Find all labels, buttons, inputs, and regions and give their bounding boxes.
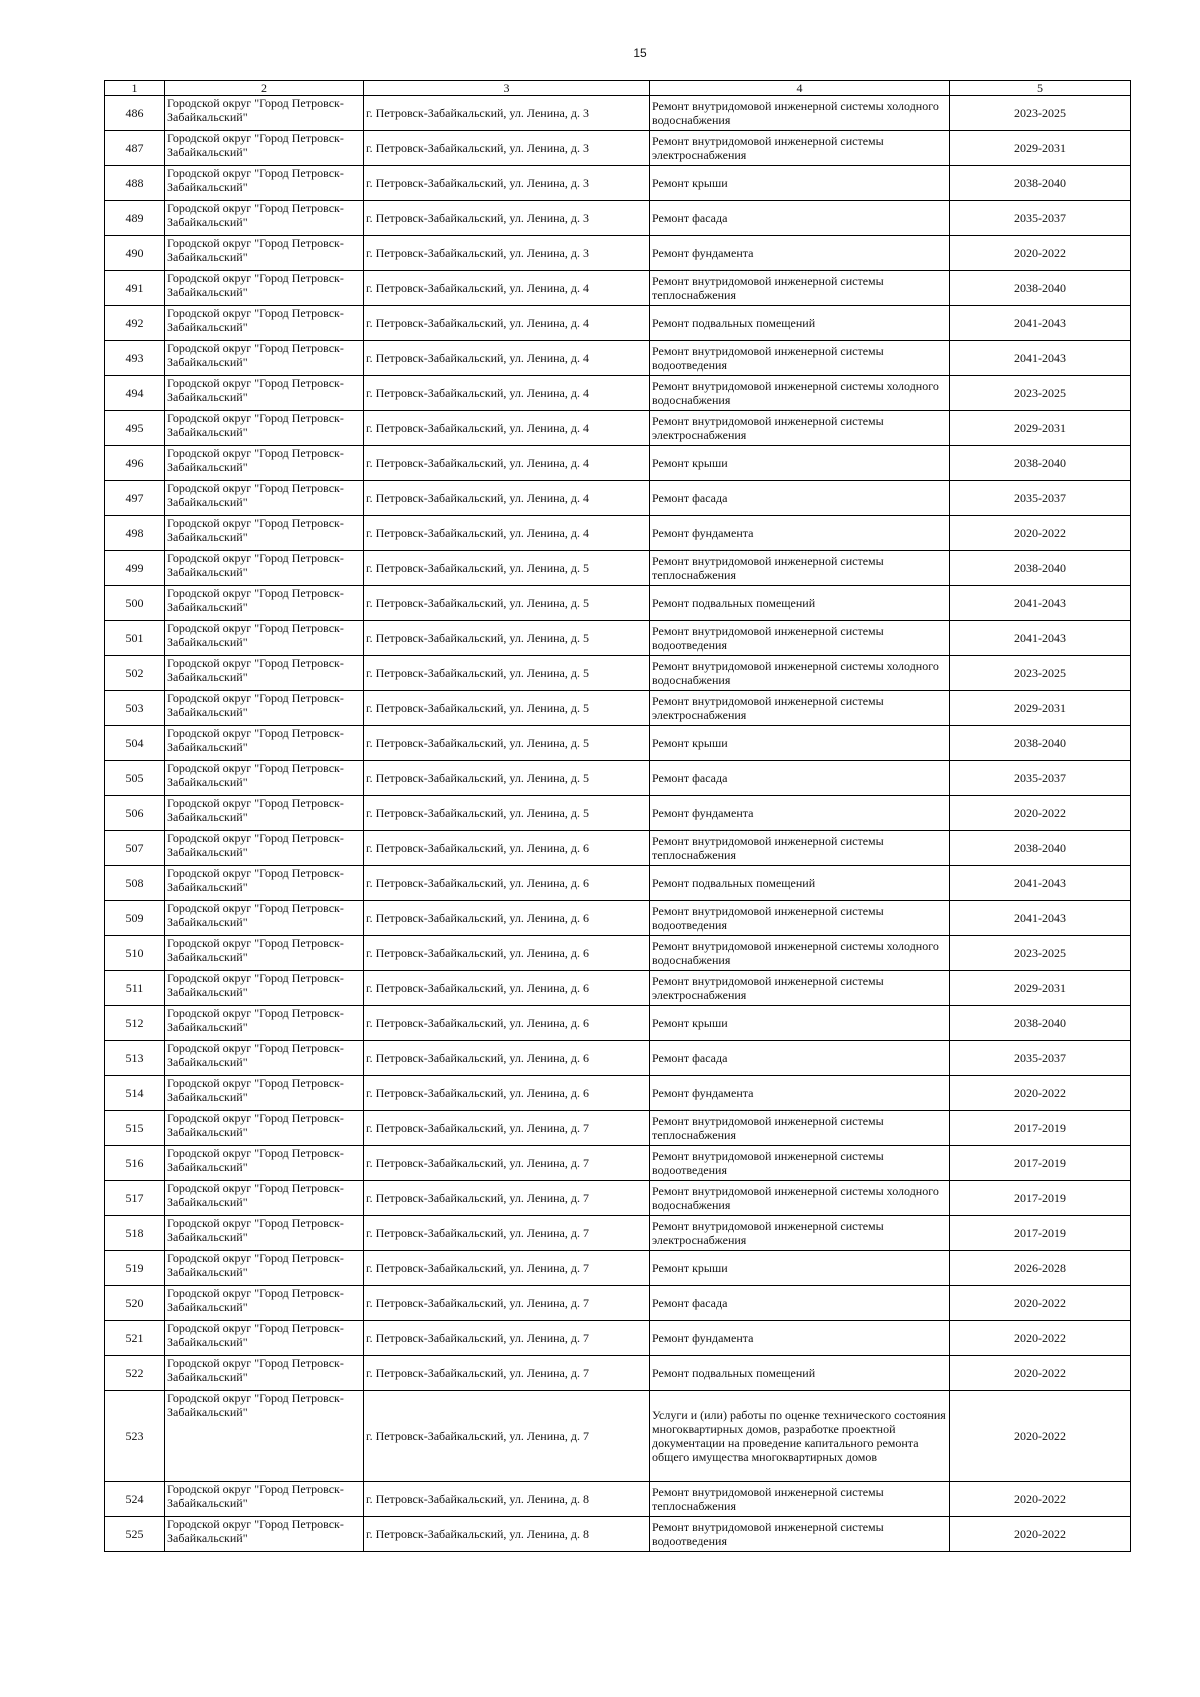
work-type-cell: Ремонт внутридомовой инженерной системы электроснабжения [650, 971, 950, 1006]
row-number-cell: 524 [105, 1482, 165, 1517]
address-cell: г. Петровск-Забайкальский, ул. Ленина, д. 5 [364, 656, 650, 691]
row-number-cell: 506 [105, 796, 165, 831]
work-type-cell: Ремонт фасада [650, 761, 950, 796]
table-row [105, 1146, 1131, 1181]
table-row [105, 1517, 1131, 1552]
table-row [105, 1321, 1131, 1356]
period-cell: 2041-2043 [950, 586, 1131, 621]
work-type-cell: Услуги и (или) работы по оценке технического состояния многоквартирных домов, разработке проектной документации на проведение капитального ремонта общего имущества многоквартирных домов [650, 1391, 950, 1482]
period-cell: 2020-2022 [950, 1482, 1131, 1517]
page-number: 15 [633, 46, 647, 60]
period-cell: 2038-2040 [950, 166, 1131, 201]
row-number-cell: 500 [105, 586, 165, 621]
table-row [105, 1482, 1131, 1517]
period-cell: 2041-2043 [950, 341, 1131, 376]
period-cell: 2035-2037 [950, 1041, 1131, 1076]
period-cell: 2023-2025 [950, 96, 1131, 131]
period-cell: 2038-2040 [950, 551, 1131, 586]
table-row [105, 516, 1131, 551]
work-type-cell: Ремонт внутридомовой инженерной системы теплоснабжения [650, 1482, 950, 1517]
row-number-cell: 515 [105, 1111, 165, 1146]
address-cell: г. Петровск-Забайкальский, ул. Ленина, д. 4 [364, 376, 650, 411]
table-row [105, 131, 1131, 166]
period-cell: 2017-2019 [950, 1111, 1131, 1146]
work-type-cell: Ремонт подвальных помещений [650, 306, 950, 341]
period-cell: 2020-2022 [950, 1286, 1131, 1321]
period-cell: 2038-2040 [950, 1006, 1131, 1041]
work-type-cell: Ремонт крыши [650, 446, 950, 481]
row-number-cell: 499 [105, 551, 165, 586]
address-cell: г. Петровск-Забайкальский, ул. Ленина, д. 7 [364, 1111, 650, 1146]
work-type-cell: Ремонт крыши [650, 1251, 950, 1286]
work-type-cell: Ремонт фундамента [650, 516, 950, 551]
municipality-cell: Городской округ "Город Петровск-Забайкальский" [165, 131, 364, 166]
row-number-cell: 502 [105, 656, 165, 691]
address-cell: г. Петровск-Забайкальский, ул. Ленина, д. 4 [364, 306, 650, 341]
address-cell: г. Петровск-Забайкальский, ул. Ленина, д. 4 [364, 516, 650, 551]
address-cell: г. Петровск-Забайкальский, ул. Ленина, д. 5 [364, 726, 650, 761]
row-number-cell: 518 [105, 1216, 165, 1251]
row-number-cell: 487 [105, 131, 165, 166]
table-row [105, 726, 1131, 761]
municipality-cell: Городской округ "Город Петровск-Забайкальский" [165, 446, 364, 481]
row-number-cell: 495 [105, 411, 165, 446]
work-type-cell: Ремонт внутридомовой инженерной системы холодного водоснабжения [650, 656, 950, 691]
table-body [105, 96, 1131, 1552]
work-type-cell: Ремонт фундамента [650, 236, 950, 271]
period-cell: 2041-2043 [950, 901, 1131, 936]
municipality-cell: Городской округ "Город Петровск-Забайкальский" [165, 621, 364, 656]
address-cell: г. Петровск-Забайкальский, ул. Ленина, д. 5 [364, 761, 650, 796]
period-cell: 2029-2031 [950, 411, 1131, 446]
municipality-cell: Городской округ "Город Петровск-Забайкальский" [165, 656, 364, 691]
municipality-cell: Городской округ "Город Петровск-Забайкальский" [165, 1041, 364, 1076]
address-cell: г. Петровск-Забайкальский, ул. Ленина, д. 7 [364, 1146, 650, 1181]
row-number-cell: 517 [105, 1181, 165, 1216]
table-row [105, 1391, 1131, 1482]
row-number-cell: 498 [105, 516, 165, 551]
period-cell: 2020-2022 [950, 236, 1131, 271]
table-row [105, 481, 1131, 516]
period-cell: 2035-2037 [950, 201, 1131, 236]
row-number-cell: 497 [105, 481, 165, 516]
row-number-cell: 490 [105, 236, 165, 271]
table-row [105, 831, 1131, 866]
work-type-cell: Ремонт подвальных помещений [650, 586, 950, 621]
work-type-cell: Ремонт внутридомовой инженерной системы водоотведения [650, 1146, 950, 1181]
work-type-cell: Ремонт внутридомовой инженерной системы водоотведения [650, 1517, 950, 1552]
row-number-cell: 493 [105, 341, 165, 376]
work-type-cell: Ремонт подвальных помещений [650, 866, 950, 901]
municipality-cell: Городской округ "Город Петровск-Забайкальский" [165, 516, 364, 551]
work-type-cell: Ремонт внутридомовой инженерной системы электроснабжения [650, 411, 950, 446]
period-cell: 2020-2022 [950, 1517, 1131, 1552]
period-cell: 2041-2043 [950, 306, 1131, 341]
row-number-cell: 525 [105, 1517, 165, 1552]
period-cell: 2023-2025 [950, 936, 1131, 971]
row-number-cell: 513 [105, 1041, 165, 1076]
column-header: 4 [650, 81, 950, 96]
work-type-cell: Ремонт фундамента [650, 1076, 950, 1111]
period-cell: 2029-2031 [950, 131, 1131, 166]
municipality-cell: Городской округ "Город Петровск-Забайкальский" [165, 1146, 364, 1181]
municipality-cell: Городской округ "Город Петровск-Забайкальский" [165, 971, 364, 1006]
table-row [105, 271, 1131, 306]
period-cell: 2020-2022 [950, 1356, 1131, 1391]
municipality-cell: Городской округ "Город Петровск-Забайкальский" [165, 936, 364, 971]
address-cell: г. Петровск-Забайкальский, ул. Ленина, д. 4 [364, 271, 650, 306]
address-cell: г. Петровск-Забайкальский, ул. Ленина, д. 6 [364, 971, 650, 1006]
period-cell: 2038-2040 [950, 726, 1131, 761]
period-cell: 2038-2040 [950, 446, 1131, 481]
address-cell: г. Петровск-Забайкальский, ул. Ленина, д. 6 [364, 866, 650, 901]
work-type-cell: Ремонт внутридомовой инженерной системы электроснабжения [650, 691, 950, 726]
work-type-cell: Ремонт внутридомовой инженерной системы холодного водоснабжения [650, 96, 950, 131]
municipality-cell: Городской округ "Город Петровск-Забайкальский" [165, 481, 364, 516]
municipality-cell: Городской округ "Город Петровск-Забайкальский" [165, 901, 364, 936]
row-number-cell: 501 [105, 621, 165, 656]
row-number-cell: 516 [105, 1146, 165, 1181]
address-cell: г. Петровск-Забайкальский, ул. Ленина, д. 4 [364, 411, 650, 446]
municipality-cell: Городской округ "Город Петровск-Забайкальский" [165, 1006, 364, 1041]
table-row [105, 971, 1131, 1006]
address-cell: г. Петровск-Забайкальский, ул. Ленина, д. 5 [364, 621, 650, 656]
row-number-cell: 509 [105, 901, 165, 936]
municipality-cell: Городской округ "Город Петровск-Забайкальский" [165, 376, 364, 411]
address-cell: г. Петровск-Забайкальский, ул. Ленина, д. 4 [364, 446, 650, 481]
address-cell: г. Петровск-Забайкальский, ул. Ленина, д. 7 [364, 1216, 650, 1251]
table-row [105, 656, 1131, 691]
row-number-cell: 512 [105, 1006, 165, 1041]
column-number-header-row [105, 81, 1131, 96]
municipality-cell: Городской округ "Город Петровск-Забайкальский" [165, 1181, 364, 1216]
work-type-cell: Ремонт внутридомовой инженерной системы электроснабжения [650, 131, 950, 166]
address-cell: г. Петровск-Забайкальский, ул. Ленина, д. 7 [364, 1321, 650, 1356]
row-number-cell: 520 [105, 1286, 165, 1321]
table-row [105, 586, 1131, 621]
table-row [105, 621, 1131, 656]
municipality-cell: Городской округ "Город Петровск-Забайкальский" [165, 166, 364, 201]
municipality-cell: Городской округ "Город Петровск-Забайкальский" [165, 1356, 364, 1391]
address-cell: г. Петровск-Забайкальский, ул. Ленина, д. 4 [364, 481, 650, 516]
row-number-cell: 492 [105, 306, 165, 341]
work-type-cell: Ремонт внутридомовой инженерной системы теплоснабжения [650, 551, 950, 586]
table-row [105, 1076, 1131, 1111]
address-cell: г. Петровск-Забайкальский, ул. Ленина, д. 7 [364, 1181, 650, 1216]
table-row [105, 446, 1131, 481]
address-cell: г. Петровск-Забайкальский, ул. Ленина, д. 7 [364, 1251, 650, 1286]
address-cell: г. Петровск-Забайкальский, ул. Ленина, д. 4 [364, 341, 650, 376]
address-cell: г. Петровск-Забайкальский, ул. Ленина, д. 5 [364, 691, 650, 726]
work-type-cell: Ремонт фундамента [650, 796, 950, 831]
municipality-cell: Городской округ "Город Петровск-Забайкальский" [165, 1321, 364, 1356]
address-cell: г. Петровск-Забайкальский, ул. Ленина, д. 3 [364, 201, 650, 236]
row-number-cell: 505 [105, 761, 165, 796]
work-type-cell: Ремонт внутридомовой инженерной системы холодного водоснабжения [650, 376, 950, 411]
row-number-cell: 488 [105, 166, 165, 201]
address-cell: г. Петровск-Забайкальский, ул. Ленина, д. 6 [364, 901, 650, 936]
table-row [105, 901, 1131, 936]
address-cell: г. Петровск-Забайкальский, ул. Ленина, д. 7 [364, 1356, 650, 1391]
column-header: 3 [364, 81, 650, 96]
municipality-cell: Городской округ "Город Петровск-Забайкальский" [165, 726, 364, 761]
row-number-cell: 503 [105, 691, 165, 726]
table-row [105, 691, 1131, 726]
municipality-cell: Городской округ "Город Петровск-Забайкальский" [165, 831, 364, 866]
table-row [105, 1111, 1131, 1146]
column-header: 1 [105, 81, 165, 96]
row-number-cell: 507 [105, 831, 165, 866]
municipality-cell: Городской округ "Город Петровск-Забайкальский" [165, 1076, 364, 1111]
work-type-cell: Ремонт внутридомовой инженерной системы водоотведения [650, 901, 950, 936]
work-type-cell: Ремонт фасада [650, 481, 950, 516]
municipality-cell: Городской округ "Город Петровск-Забайкальский" [165, 761, 364, 796]
work-type-cell: Ремонт фасада [650, 201, 950, 236]
column-header: 2 [165, 81, 364, 96]
row-number-cell: 510 [105, 936, 165, 971]
period-cell: 2029-2031 [950, 971, 1131, 1006]
row-number-cell: 489 [105, 201, 165, 236]
address-cell: г. Петровск-Забайкальский, ул. Ленина, д. 3 [364, 166, 650, 201]
address-cell: г. Петровск-Забайкальский, ул. Ленина, д. 8 [364, 1482, 650, 1517]
table-row [105, 376, 1131, 411]
period-cell: 2020-2022 [950, 1076, 1131, 1111]
table-row [105, 796, 1131, 831]
work-type-cell: Ремонт внутридомовой инженерной системы водоотведения [650, 341, 950, 376]
municipality-cell: Городской округ "Город Петровск-Забайкальский" [165, 551, 364, 586]
municipality-cell: Городской округ "Город Петровск-Забайкальский" [165, 1251, 364, 1286]
period-cell: 2017-2019 [950, 1216, 1131, 1251]
table-row [105, 1216, 1131, 1251]
address-cell: г. Петровск-Забайкальский, ул. Ленина, д. 7 [364, 1391, 650, 1482]
address-cell: г. Петровск-Забайкальский, ул. Ленина, д. 5 [364, 586, 650, 621]
period-cell: 2023-2025 [950, 376, 1131, 411]
period-cell: 2023-2025 [950, 656, 1131, 691]
table-row [105, 306, 1131, 341]
work-type-cell: Ремонт крыши [650, 1006, 950, 1041]
municipality-cell: Городской округ "Город Петровск-Забайкальский" [165, 1391, 364, 1482]
table-row [105, 1251, 1131, 1286]
table-row [105, 1356, 1131, 1391]
table-row [105, 236, 1131, 271]
row-number-cell: 491 [105, 271, 165, 306]
period-cell: 2038-2040 [950, 271, 1131, 306]
period-cell: 2035-2037 [950, 481, 1131, 516]
municipality-cell: Городской округ "Город Петровск-Забайкальский" [165, 1111, 364, 1146]
period-cell: 2029-2031 [950, 691, 1131, 726]
table-row [105, 866, 1131, 901]
row-number-cell: 496 [105, 446, 165, 481]
work-type-cell: Ремонт фасада [650, 1041, 950, 1076]
table-row [105, 1041, 1131, 1076]
municipality-cell: Городской округ "Город Петровск-Забайкальский" [165, 1286, 364, 1321]
municipality-cell: Городской округ "Город Петровск-Забайкальский" [165, 201, 364, 236]
table-row [105, 201, 1131, 236]
municipality-cell: Городской округ "Город Петровск-Забайкальский" [165, 236, 364, 271]
address-cell: г. Петровск-Забайкальский, ул. Ленина, д. 5 [364, 551, 650, 586]
work-type-cell: Ремонт внутридомовой инженерной системы теплоснабжения [650, 831, 950, 866]
work-type-cell: Ремонт фундамента [650, 1321, 950, 1356]
table-row [105, 1006, 1131, 1041]
table-row [105, 1286, 1131, 1321]
period-cell: 2017-2019 [950, 1146, 1131, 1181]
municipality-cell: Городской округ "Город Петровск-Забайкальский" [165, 271, 364, 306]
row-number-cell: 523 [105, 1391, 165, 1482]
column-header: 5 [950, 81, 1131, 96]
period-cell: 2020-2022 [950, 516, 1131, 551]
period-cell: 2041-2043 [950, 621, 1131, 656]
row-number-cell: 521 [105, 1321, 165, 1356]
row-number-cell: 494 [105, 376, 165, 411]
address-cell: г. Петровск-Забайкальский, ул. Ленина, д. 6 [364, 1041, 650, 1076]
period-cell: 2020-2022 [950, 1391, 1131, 1482]
period-cell: 2020-2022 [950, 1321, 1131, 1356]
table-row [105, 96, 1131, 131]
municipality-cell: Городской округ "Город Петровск-Забайкальский" [165, 411, 364, 446]
address-cell: г. Петровск-Забайкальский, ул. Ленина, д. 6 [364, 1006, 650, 1041]
period-cell: 2026-2028 [950, 1251, 1131, 1286]
work-type-cell: Ремонт крыши [650, 726, 950, 761]
table-row [105, 411, 1131, 446]
municipality-cell: Городской округ "Город Петровск-Забайкальский" [165, 691, 364, 726]
work-type-cell: Ремонт внутридомовой инженерной системы холодного водоснабжения [650, 1181, 950, 1216]
row-number-cell: 519 [105, 1251, 165, 1286]
table-row [105, 166, 1131, 201]
address-cell: г. Петровск-Забайкальский, ул. Ленина, д. 3 [364, 131, 650, 166]
municipality-cell: Городской округ "Город Петровск-Забайкальский" [165, 796, 364, 831]
work-type-cell: Ремонт фасада [650, 1286, 950, 1321]
period-cell: 2017-2019 [950, 1181, 1131, 1216]
work-type-cell: Ремонт подвальных помещений [650, 1356, 950, 1391]
table-row [105, 551, 1131, 586]
municipality-cell: Городской округ "Город Петровск-Забайкальский" [165, 586, 364, 621]
work-type-cell: Ремонт внутридомовой инженерной системы холодного водоснабжения [650, 936, 950, 971]
period-cell: 2035-2037 [950, 761, 1131, 796]
work-type-cell: Ремонт крыши [650, 166, 950, 201]
municipality-cell: Городской округ "Город Петровск-Забайкальский" [165, 96, 364, 131]
municipality-cell: Городской округ "Город Петровск-Забайкальский" [165, 306, 364, 341]
address-cell: г. Петровск-Забайкальский, ул. Ленина, д. 6 [364, 936, 650, 971]
municipality-cell: Городской округ "Город Петровск-Забайкальский" [165, 341, 364, 376]
municipality-cell: Городской округ "Город Петровск-Забайкальский" [165, 1517, 364, 1552]
address-cell: г. Петровск-Забайкальский, ул. Ленина, д. 5 [364, 796, 650, 831]
period-cell: 2038-2040 [950, 831, 1131, 866]
address-cell: г. Петровск-Забайкальский, ул. Ленина, д. 6 [364, 831, 650, 866]
repair-schedule-table [104, 80, 1131, 1552]
row-number-cell: 486 [105, 96, 165, 131]
row-number-cell: 514 [105, 1076, 165, 1111]
address-cell: г. Петровск-Забайкальский, ул. Ленина, д. 3 [364, 236, 650, 271]
table-row [105, 1181, 1131, 1216]
row-number-cell: 522 [105, 1356, 165, 1391]
row-number-cell: 504 [105, 726, 165, 761]
work-type-cell: Ремонт внутридомовой инженерной системы электроснабжения [650, 1216, 950, 1251]
table-row [105, 936, 1131, 971]
address-cell: г. Петровск-Забайкальский, ул. Ленина, д. 8 [364, 1517, 650, 1552]
table-row [105, 341, 1131, 376]
municipality-cell: Городской округ "Город Петровск-Забайкальский" [165, 1482, 364, 1517]
table-row [105, 761, 1131, 796]
municipality-cell: Городской округ "Город Петровск-Забайкальский" [165, 866, 364, 901]
address-cell: г. Петровск-Забайкальский, ул. Ленина, д. 6 [364, 1076, 650, 1111]
address-cell: г. Петровск-Забайкальский, ул. Ленина, д. 3 [364, 96, 650, 131]
row-number-cell: 511 [105, 971, 165, 1006]
municipality-cell: Городской округ "Город Петровск-Забайкальский" [165, 1216, 364, 1251]
work-type-cell: Ремонт внутридомовой инженерной системы водоотведения [650, 621, 950, 656]
period-cell: 2041-2043 [950, 866, 1131, 901]
period-cell: 2020-2022 [950, 796, 1131, 831]
address-cell: г. Петровск-Забайкальский, ул. Ленина, д. 7 [364, 1286, 650, 1321]
work-type-cell: Ремонт внутридомовой инженерной системы теплоснабжения [650, 271, 950, 306]
row-number-cell: 508 [105, 866, 165, 901]
work-type-cell: Ремонт внутридомовой инженерной системы теплоснабжения [650, 1111, 950, 1146]
